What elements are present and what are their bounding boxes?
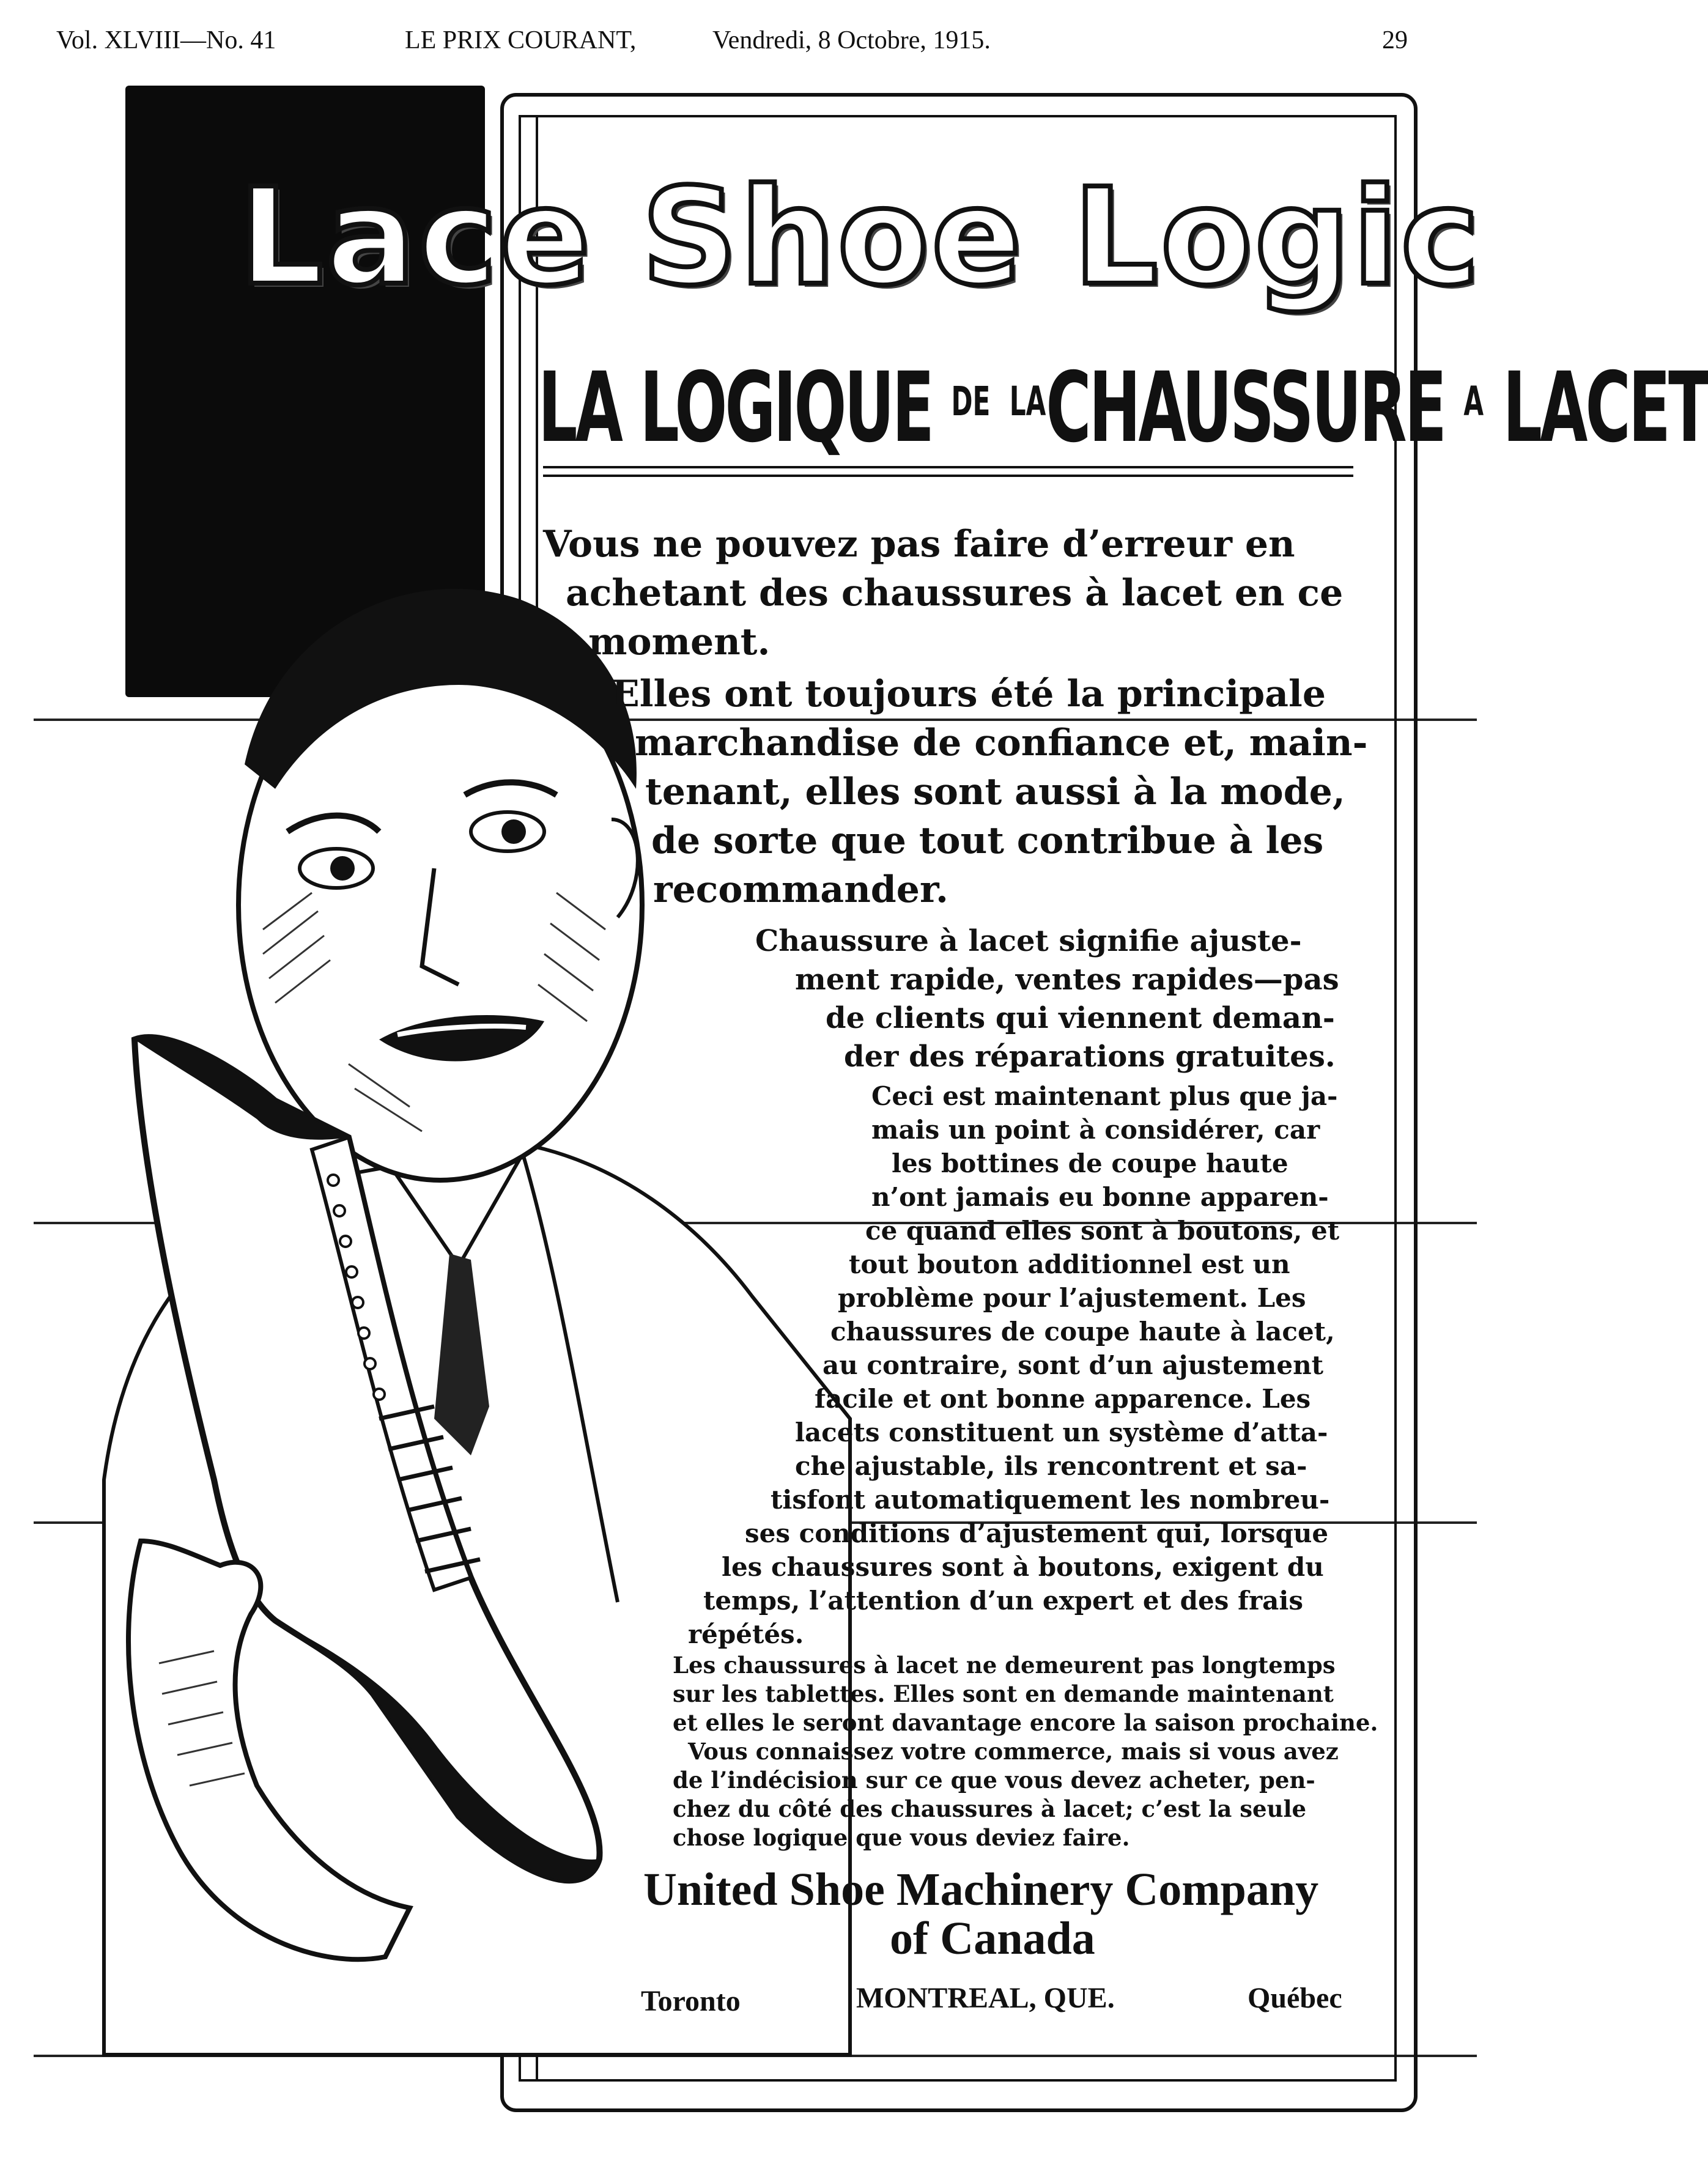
para4-line: ses conditions d’ajustement qui, lorsque [745, 1518, 1329, 1548]
para4-line: Ceci est maintenant plus que ja- [871, 1081, 1338, 1111]
fr-title-part: LACET [1503, 352, 1708, 464]
title-underline [543, 466, 1353, 477]
ad-title-french [538, 352, 1708, 464]
para2-line: de sorte que tout contribue à les [651, 819, 1324, 862]
para2-line: tenant, elles sont aussi à la mode, [645, 770, 1345, 813]
para4-line: répétés. [688, 1619, 804, 1649]
fr-title-part: DE [951, 378, 991, 425]
para3-line: ment rapide, ventes rapides—pas [795, 963, 1339, 997]
para2-line: Elles ont toujours été la principale [612, 673, 1326, 715]
para4-line: che ajustable, ils rencontrent et sa- [795, 1451, 1307, 1481]
para5-line: chose logique que vous deviez faire. [673, 1824, 1130, 1851]
para2-line: recommander. [653, 868, 948, 911]
publication-name: LE PRIX COURANT, [405, 26, 637, 54]
para3-line: de clients qui viennent deman- [826, 1001, 1335, 1035]
para4-line: ce quand elles sont à boutons, et [865, 1216, 1340, 1246]
para4-line: au contraire, sont d’un ajustement [823, 1350, 1323, 1380]
para4-line: lacets constituent un système d’atta- [795, 1417, 1328, 1447]
para3-line: Chaussure à lacet signifie ajuste- [755, 924, 1302, 958]
para4-line: problème pour l’ajustement. Les [838, 1283, 1306, 1313]
para5-line: Les chaussures à lacet ne demeurent pas longtemps [673, 1652, 1336, 1679]
para4-line: facile et ont bonne apparence. Les [815, 1384, 1311, 1414]
company-name-cont: of Canada [890, 1913, 1095, 1964]
company-name: United Shoe Machinery Company [643, 1864, 1319, 1915]
city-montreal: MONTREAL, QUE. [856, 1982, 1115, 2014]
para4-line: chaussures de coupe haute à lacet, [830, 1317, 1335, 1347]
para4-line: mais un point à considérer, car [871, 1115, 1320, 1145]
fr-title-part: CHAUSSURE [1046, 352, 1445, 464]
para1-line: achetant des chaussures à lacet en ce [566, 572, 1344, 615]
para5-line: et elles le seront davantage encore la saison prochaine. [673, 1709, 1378, 1736]
para5-line: sur les tablettes. Elles sont en demande maintenant [673, 1680, 1334, 1707]
para4-line: les chaussures sont à boutons, exigent du [722, 1552, 1324, 1582]
volume-number: Vol. XLVIII—No. 41 [56, 26, 276, 54]
para3-line: der des réparations gratuites. [844, 1040, 1336, 1074]
para5-line: chez du côté des chaussures à lacet; c’est la seule [673, 1795, 1307, 1822]
page-number: 29 [1382, 26, 1408, 54]
para4-line: n’ont jamais eu bonne apparen- [871, 1182, 1329, 1212]
para5-line: Vous connaissez votre commerce, mais si vous avez [688, 1738, 1339, 1765]
city-quebec: Québec [1248, 1982, 1342, 2014]
para4-line: tout bouton additionnel est un [849, 1249, 1290, 1279]
fr-title-part: LA LOGIQUE [538, 352, 933, 464]
para4-line: temps, l’attention d’un expert et des frais [703, 1586, 1303, 1616]
para4-line: les bottines de coupe haute [892, 1148, 1288, 1178]
city-toronto: Toronto [641, 1985, 741, 2017]
fr-title-part: A [1463, 378, 1484, 425]
ad-title-english: Lace Shoe Logic [238, 160, 1482, 315]
publication-date: Vendredi, 8 Octobre, 1915. [712, 26, 991, 54]
para1-line: Vous ne pouvez pas faire d’erreur en [543, 523, 1295, 566]
para2-line: marchandise de confiance et, main- [635, 722, 1368, 764]
para1-line: moment. [588, 621, 771, 663]
para4-line: tisfont automatiquement les nombreu- [771, 1485, 1330, 1515]
fr-title-part: LA [1009, 378, 1046, 425]
para5-line: de l’indécision sur ce que vous devez acheter, pen- [673, 1767, 1315, 1794]
